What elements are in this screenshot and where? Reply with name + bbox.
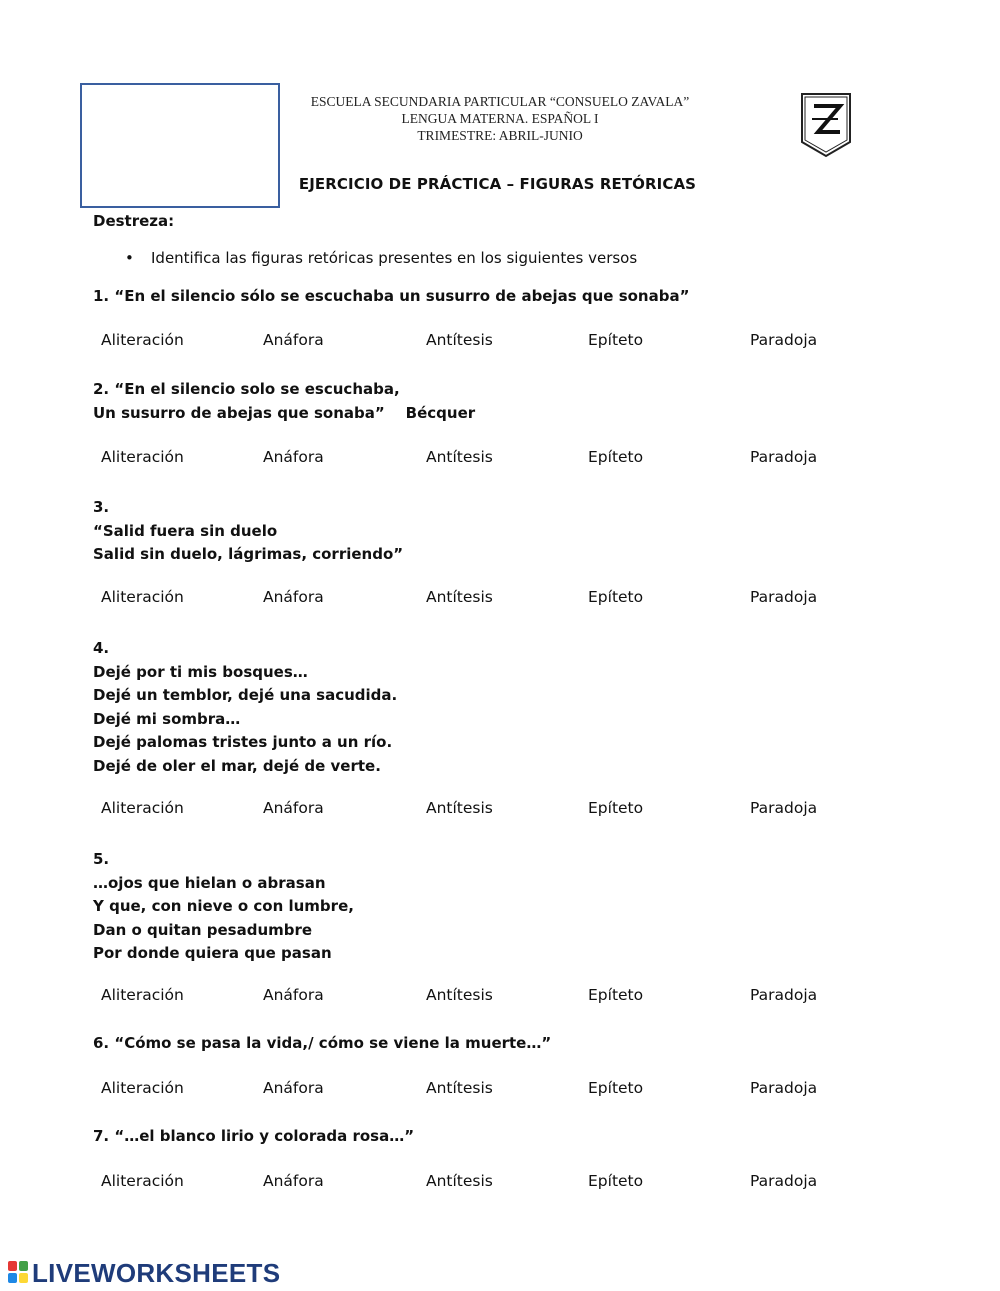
- answer-options-7: [101, 1172, 861, 1194]
- question-1: [93, 285, 689, 309]
- question-3: [93, 496, 403, 567]
- term-text: TRIMESTRE: ABRIL-JUNIO: [417, 128, 583, 143]
- question-line: “Salid fuera sin duelo: [93, 521, 278, 540]
- answer-options-6: [101, 1079, 861, 1101]
- option-aliteracion[interactable]: Aliteración: [101, 448, 184, 466]
- option-paradoja[interactable]: Paradoja: [750, 799, 818, 817]
- answer-options-1: [101, 331, 861, 353]
- option-anafora[interactable]: Anáfora: [263, 799, 324, 817]
- question-line: Dejé un temblor, dejé una sacudida.: [93, 686, 398, 704]
- image-placeholder-box: [80, 83, 280, 208]
- option-anafora[interactable]: Anáfora: [263, 986, 324, 1004]
- footer-brand: [8, 1258, 280, 1288]
- option-paradoja[interactable]: Paradoja: [750, 1079, 818, 1097]
- question-line: …ojos que hielan o abrasan: [93, 873, 326, 892]
- option-paradoja[interactable]: Paradoja: [750, 986, 818, 1004]
- question-line: 3.: [93, 498, 110, 516]
- option-epiteto[interactable]: Epíteto: [588, 588, 644, 606]
- question-line: 5.: [93, 850, 110, 868]
- option-paradoja[interactable]: Paradoja: [750, 448, 818, 466]
- question-line: 4.: [93, 639, 110, 657]
- option-anafora[interactable]: Anáfora: [263, 1079, 324, 1097]
- option-aliteracion[interactable]: Aliteración: [101, 799, 184, 817]
- answer-options-3: [101, 588, 861, 610]
- option-epiteto[interactable]: Epíteto: [588, 986, 644, 1004]
- question-4: [93, 637, 397, 778]
- liveworksheets-logo-icon: [8, 1261, 30, 1285]
- option-antitesis[interactable]: Antítesis: [426, 1172, 493, 1190]
- option-epiteto[interactable]: Epíteto: [588, 799, 644, 817]
- question-6: [93, 1032, 551, 1056]
- option-antitesis[interactable]: Antítesis: [426, 799, 493, 817]
- option-aliteracion[interactable]: Aliteración: [101, 1079, 184, 1097]
- answer-options-2: [101, 448, 861, 470]
- option-anafora[interactable]: Anáfora: [263, 1172, 324, 1190]
- question-line: Un susurro de abejas que sonaba” Bécquer: [93, 403, 476, 422]
- option-antitesis[interactable]: Antítesis: [426, 986, 493, 1004]
- instruction-item: [125, 249, 637, 267]
- question-line: Dan o quitan pesadumbre: [93, 920, 313, 939]
- school-name: ESCUELA SECUNDARIA PARTICULAR “CONSUELO ZAVALA”: [310, 94, 690, 109]
- option-antitesis[interactable]: Antítesis: [426, 448, 493, 466]
- instruction-text: Identifica las figuras retóricas presentes en los siguientes versos: [151, 249, 638, 267]
- bullet-icon: •: [125, 249, 134, 267]
- worksheet-title: EJERCICIO DE PRÁCTICA – FIGURAS RETÓRICAS: [298, 175, 697, 193]
- question-line: Y que, con nieve o con lumbre,: [93, 897, 354, 915]
- question-2: [93, 378, 475, 425]
- option-aliteracion[interactable]: Aliteración: [101, 588, 184, 606]
- question-5: [93, 848, 354, 966]
- option-anafora[interactable]: Anáfora: [263, 448, 324, 466]
- subject-name: LENGUA MATERNA. ESPAÑOL I: [401, 111, 599, 126]
- option-paradoja[interactable]: Paradoja: [750, 331, 818, 349]
- answer-options-4: [101, 799, 861, 821]
- option-paradoja[interactable]: Paradoja: [750, 588, 818, 606]
- option-antitesis[interactable]: Antítesis: [426, 588, 493, 606]
- question-7: [93, 1125, 414, 1149]
- option-epiteto[interactable]: Epíteto: [588, 1079, 644, 1097]
- option-aliteracion[interactable]: Aliteración: [101, 986, 184, 1004]
- question-line: Dejé de oler el mar, dejé de verte.: [93, 756, 381, 775]
- option-anafora[interactable]: Anáfora: [263, 588, 324, 606]
- option-aliteracion[interactable]: Aliteración: [101, 1172, 184, 1190]
- option-epiteto[interactable]: Epíteto: [588, 448, 644, 466]
- answer-options-5: [101, 986, 861, 1008]
- question-line: 2. “En el silencio solo se escuchaba,: [93, 380, 400, 398]
- question-line: Dejé palomas tristes junto a un río.: [93, 733, 393, 751]
- question-line: Dejé por ti mis bosques…: [93, 662, 308, 681]
- option-antitesis[interactable]: Antítesis: [426, 331, 493, 349]
- option-epiteto[interactable]: Epíteto: [588, 331, 644, 349]
- option-epiteto[interactable]: Epíteto: [588, 1172, 644, 1190]
- option-aliteracion[interactable]: Aliteración: [101, 331, 184, 349]
- question-line: 6. “Cómo se pasa la vida,/ cómo se viene la muerte…”: [93, 1034, 552, 1052]
- question-line: Salid sin duelo, lágrimas, corriendo”: [93, 545, 404, 563]
- brand-name: LIVEWORKSHEETS: [32, 1257, 281, 1288]
- school-shield-logo: [800, 92, 852, 158]
- question-line: 1. “En el silencio sólo se escuchaba un susurro de abejas que sonaba”: [93, 287, 690, 305]
- skill-label: Destreza:: [93, 212, 175, 230]
- option-antitesis[interactable]: Antítesis: [426, 1079, 493, 1097]
- question-line: Por donde quiera que pasan: [93, 944, 332, 962]
- option-paradoja[interactable]: Paradoja: [750, 1172, 818, 1190]
- question-line: 7. “…el blanco lirio y colorada rosa…”: [93, 1127, 415, 1145]
- option-anafora[interactable]: Anáfora: [263, 331, 324, 349]
- school-header: [290, 93, 710, 144]
- question-line: Dejé mi sombra…: [93, 709, 241, 728]
